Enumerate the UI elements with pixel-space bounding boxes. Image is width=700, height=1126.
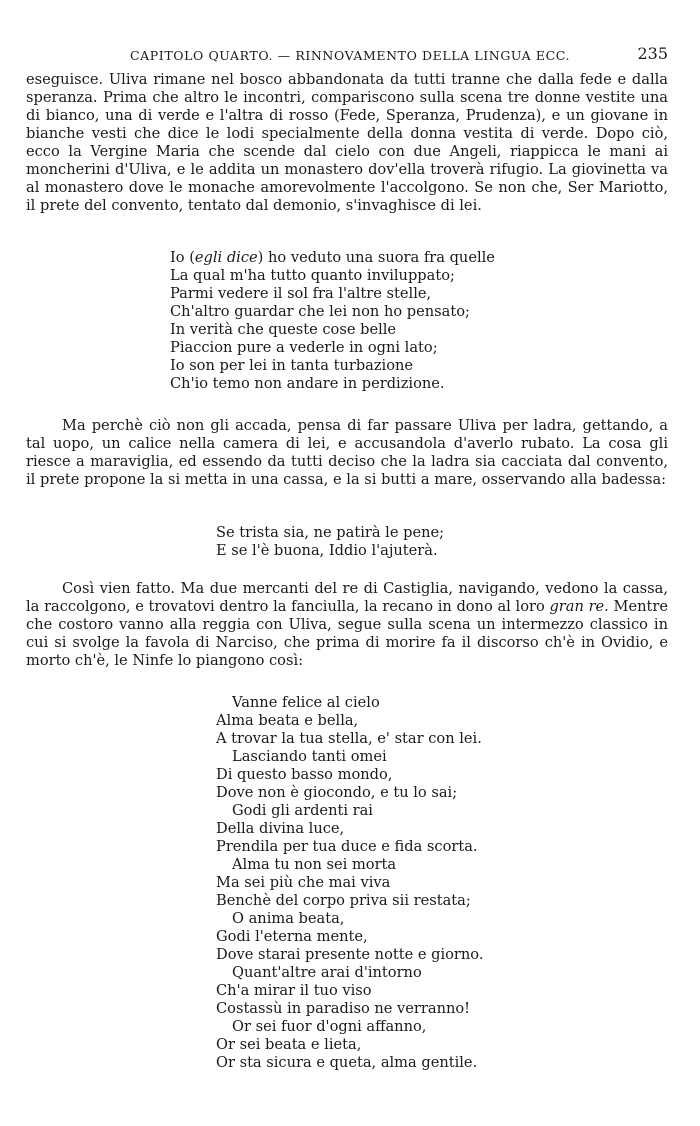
verse-line: Io (egli dice) ho veduto una suora fra quelle	[170, 249, 495, 266]
verse-line: Vanne felice al cielo	[232, 694, 380, 711]
verse-line: Benchè del corpo priva sii restata;	[216, 892, 471, 909]
verse-line: Quant'altre arai d'intorno	[232, 964, 422, 981]
verse-line: E se l'è buona, Iddio l'ajuterà.	[216, 542, 438, 559]
verse-block-1	[170, 249, 495, 393]
italic-aside: egli dice	[194, 249, 258, 266]
verse-line: Godi l'eterna mente,	[216, 928, 368, 945]
verse-block-3	[216, 694, 483, 1072]
verse-block-2	[216, 524, 444, 560]
page-header	[130, 44, 668, 66]
verse-line: Costassù in paradiso ne verranno!	[216, 1000, 471, 1017]
verse-line: A trovar la tua stella, e' star con lei.	[216, 730, 482, 747]
verse-line: Lasciando tanti omei	[232, 748, 387, 765]
verse-line: Prendila per tua duce e fida scorta.	[216, 838, 478, 855]
verse-line: Ma sei più che mai viva	[216, 874, 391, 891]
verse-line: Io son per lei in tanta turbazione	[170, 357, 414, 374]
verse-line: Or sei beata e lieta,	[216, 1036, 362, 1053]
paragraph-1: eseguisce. Uliva rimane nel bosco abbandonata da tutti tranne che dalla fede e dalla speranza. Prima che altro le incontri, compariscono sulla scena tre donne vestite una di bianco, una di verde e l'altra di rosso (Fede, Speranza, Prudenza), e un giovane in bianche vesti che dice le lodi specialmente della donna vestita di verde. Dopo ciò, ecco la Vergine Maria che scende dal cielo con due Angeli, riappicca le mani ai moncherini d'Uliva, e le addita un monastero dov'ella troverà rifugio. La giovinetta va al monastero dove le monache amorevolmente l'accolgono. Se non che, Ser Mariotto, il prete del convento, tentato dal demonio, s'invaghisce di lei.	[26, 71, 668, 214]
verse-line: Or sta sicura e queta, alma gentile.	[216, 1054, 478, 1071]
paragraph-2: Ma perchè ciò non gli accada, pensa di far passare Uliva per ladra, gettando, a tal uopo, un calice nella camera di lei, e accusandola d'averlo rubato. La cosa gli riesce a maraviglia, ed essendo da tutti deciso che la ladra sia cacciata dal convento, il prete propone la si metta in una cassa, e la si butti a mare, osservando alla badessa:	[26, 417, 668, 488]
page-number: 235	[637, 44, 668, 63]
verse-line: Dove starai presente notte e giorno.	[216, 946, 484, 963]
verse-line: Alma tu non sei morta	[232, 856, 397, 873]
verse-line: O anima beata,	[232, 910, 345, 927]
running-head: CAPITOLO QUARTO. — RINNOVAMENTO DELLA LINGUA ECC.	[130, 48, 571, 63]
verse-line: La qual m'ha tutto quanto inviluppato;	[170, 267, 455, 284]
verse-line: Godi gli ardenti rai	[232, 802, 373, 819]
verse-line: Ch'a mirar il tuo viso	[216, 982, 372, 999]
italic-phrase: gran re.	[549, 598, 609, 615]
verse-line: Piaccion pure a vederle in ogni lato;	[170, 339, 438, 356]
verse-line: In verità che queste cose belle	[170, 321, 397, 338]
verse-line: Alma beata e bella,	[216, 712, 359, 729]
verse-line: Della divina luce,	[216, 820, 345, 837]
verse-line: Se trista sia, ne patirà le pene;	[216, 524, 445, 541]
paragraph-3: Così vien fatto. Ma due mercanti del re di Castiglia, navigando, vedono la cassa, la raccolgono, e trovatovi dentro la fanciulla, la recano in dono al loro gran re. Mentre che costoro vanno alla reggia con Uliva, segue sulla scena un intermezzo classico in cui si svolge la favola di Narciso, che prima di morire fa il discorso ch'è in Ovidio, e morto ch'è, le Ninfe lo piangono così:	[26, 580, 668, 669]
verse-line: Parmi vedere il sol fra l'altre stelle,	[170, 285, 432, 302]
verse-line: Di questo basso mondo,	[216, 766, 393, 783]
verse-line: Ch'altro guardar che lei non ho pensato;	[170, 303, 470, 320]
verse-line: Ch'io temo non andare in perdizione.	[170, 375, 445, 392]
verse-line: Dove non è giocondo, e tu lo sai;	[216, 784, 458, 801]
verse-line: Or sei fuor d'ogni affanno,	[232, 1018, 427, 1035]
